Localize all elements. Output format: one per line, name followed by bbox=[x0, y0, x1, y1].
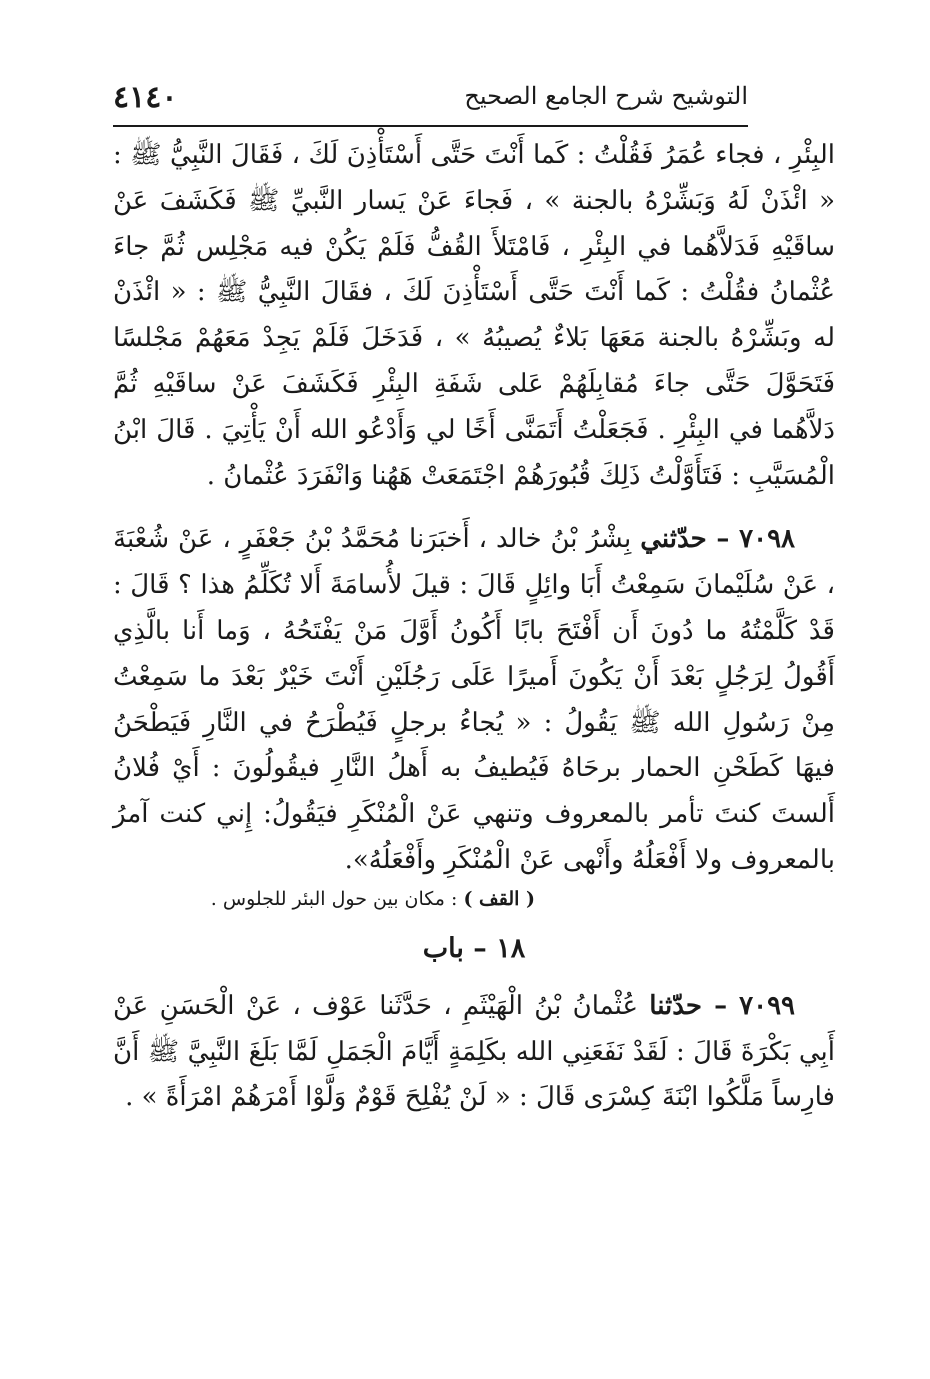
hadith-number-7099: ٧٠٩٩ – حدّثنا bbox=[649, 990, 795, 1021]
spacer bbox=[113, 499, 835, 517]
paragraph-continuation: البِئْرِ ، فجاء عُمَرُ فَقُلْتُ : كَما أَنْتَ حَتَّى أَسْتَأْذِنَ لَكَ ، فَقَالَ النَّبِيُّ ﷺ : « ائْذَنْ لَهُ وَبَشِّرْهُ بالجنة » ، فَجاءَ عَنْ يَسار النَّبيِّ ﷺ فَكَشَفَ عَنْ ساقَيْهِ فَدَلاَّهُما في البِئْرِ ، فَامْتَلأَ القُفُّ فَلَمْ يَكُنْ فيه مَجْلِس ثُمَّ جاءَ عُثْمانُ فقُلْتُ : كَما أَنْتَ حَتَّى أَسْتَأْذِنَ لَكَ ، فقَالَ النَّبِيُّ ﷺ : « ائْذَنْ له وبَشِّرْهُ بالجنة مَعَهَا بَلاءٌ يُصيبُهُ » ، فَدَخَلَ فَلَمْ يَجِدْ مَعَهُمْ مَجْلسًا فَتَحَوَّلَ حَتَّى جاءَ مُقابِلَهُمْ عَلى شَفَةِ البِئْرِ فَكَشَفَ عَنْ ساقَيْهِ ثُمَّ دَلاَّهُما في البِئْرِ . فَجَعَلْتُ أَتَمَنَّى أَخًا لي وَأَدْعُو الله أَنْ يَأْتِيَ . قَالَ ابْنُ الْمُسَيَّبِ : فَتَأَوَّلْتُ ذَلِكَ قُبُورَهُمْ اجْتَمَعَتْ هَهُنا وَانْفَرَدَ عُثْمانُ . bbox=[113, 140, 835, 491]
main-text bbox=[113, 133, 835, 1121]
hadith-7098 bbox=[113, 517, 835, 883]
footnote-definition: : مكان بين حول البئر للجلوس . bbox=[210, 887, 464, 910]
header-rule bbox=[113, 125, 748, 127]
hadith-7099 bbox=[113, 984, 835, 1121]
page-number: ٤١٤٠ bbox=[113, 80, 178, 115]
page-header bbox=[113, 80, 748, 120]
hadith-text-7098: بِشْرُ بْنُ خالد ، أَخبَرَنا مُحَمَّدُ بْنُ جَعْفَرٍ ، عَنْ شُعْبَةَ ، عَنْ سُلَيْمانَ سَمِعْتُ أَبَا وائِلٍ قَالَ : قيلَ لأُسامَةَ أَلا تُكَلِّمُ هذا ؟ قَالَ : قَدْ كَلَّمْتُهُ ما دُونَ أَن أَفْتَحَ بابًا أَكُونُ أَوَّلَ مَنْ يَفْتَحُهُ ، وَما أَنا بالَّذِي أَقُولُ لِرَجُلٍ بَعْدَ أَنْ يَكُونَ أَميرًا عَلَى رَجُلَيْنِ أَنْتَ خَيْرٌ بَعْدَ ما سَمِعْتُ مِنْ رَسُولِ الله ﷺ يَقُولُ : « يُجاءُ برجلٍ فَيُطْرَحُ في النَّارِ فَيَطْحَنُ فيهَا كَطَحْنِ الحمار برحَاهُ فَيُطيفُ به أَهلُ النَّارِ فيقُولُونَ : أَيْ فُلانُ أَلستَ كنتَ تأمر بالمعروف وتنهي عَنْ الْمُنْكَرِ فيَقُولُ: إِني كنت آمرُ بالمعروف ولا أَفْعَلُهُ وأَنْهى عَنْ الْمُنْكَرِ وأَفْعَلُهُ». bbox=[113, 524, 835, 875]
footnote bbox=[113, 884, 835, 914]
running-title: التوشيح شرح الجامع الصحيح bbox=[464, 82, 748, 110]
hadith-number-7098: ٧٠٩٨ – حدّثني bbox=[640, 524, 795, 555]
chapter-heading: ١٨ – باب bbox=[422, 932, 526, 964]
footnote-term: ( القف ) bbox=[463, 887, 535, 910]
hadith-text-7099: عُثْمانُ بْنُ الْهَيْثَمِ ، حَدَّثَنا عَوْف ، عَنْ الْحَسَنِ عَنْ أَبِي بَكْرَةَ قَالَ : لَقَدْ نَفَعَنِي الله بكَلِمَةٍ أَيَّامَ الْجَمَلِ لَمَّا بَلَغَ النَّبِيَّ ﷺ أَنَّ فارِساً مَلَّكُوا ابْنَةَ كِسْرَى قَالَ : « لَنْ يُفْلِحَ قَوْمٌ وَلَّوْا أَمْرَهُمْ امْرَأَةً » . bbox=[113, 990, 835, 1113]
